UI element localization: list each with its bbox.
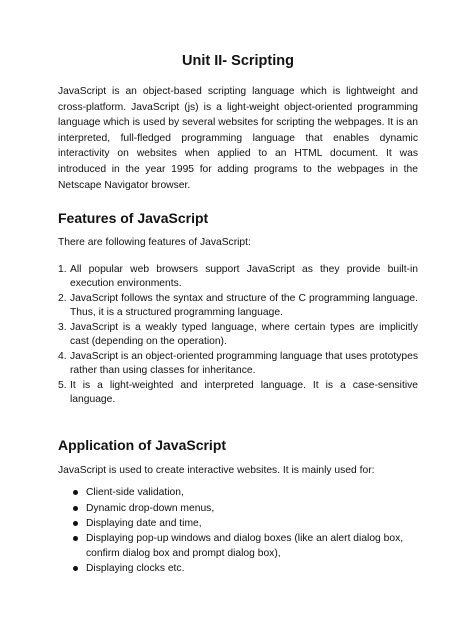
- list-text: JavaScript is a weakly typed language, where certain types are implicitly cast (depending on the operation).: [70, 321, 418, 348]
- list-text: Dynamic drop-down menus,: [86, 502, 215, 514]
- list-text: Displaying date and time,: [86, 517, 202, 529]
- application-lead: JavaScript is used to create interactive websites. It is mainly used for:: [58, 464, 375, 476]
- document-page: [58, 52, 418, 577]
- list-text: JavaScript follows the syntax and structure of the C programming language. Thus, it is a structured programming language.: [70, 292, 418, 319]
- list-item: [58, 263, 418, 292]
- features-lead: There are following features of JavaScript:: [58, 237, 251, 249]
- application-list: [58, 485, 418, 576]
- features-heading: Features of JavaScript: [58, 210, 209, 227]
- list-item: [58, 350, 418, 379]
- list-number: 4.: [58, 350, 67, 362]
- list-item: [58, 516, 418, 531]
- features-list: [58, 263, 418, 408]
- application-heading: Application of JavaScript: [58, 436, 227, 453]
- bullet-icon: [73, 536, 78, 541]
- list-number: 2.: [58, 292, 67, 304]
- list-item: [58, 321, 418, 350]
- bullet-icon: [73, 506, 78, 511]
- list-text: Displaying pop-up windows and dialog boxes (like an alert dialog box, confirm dialog box and prompt dialog box),: [86, 532, 404, 560]
- list-text: It is a light-weighted and interpreted language. It is a case-sensitive language.: [70, 379, 418, 406]
- page-title: Unit II- Scripting: [182, 53, 294, 69]
- list-number: 1.: [58, 263, 67, 275]
- list-item: [58, 501, 418, 516]
- list-text: Client-side validation,: [86, 487, 184, 499]
- list-item: [58, 379, 418, 408]
- list-number: 5.: [58, 379, 67, 391]
- list-item: [58, 561, 418, 576]
- bullet-icon: [73, 521, 78, 526]
- list-item: [58, 485, 418, 500]
- intro-paragraph: JavaScript is an object-based scripting language which is lightweight and cross-platform. JavaScript (js) is a light-weight object-oriented programming language which is used by several websites for scripting the webpages. It is an interpreted, full-fledged programming language that enables dynamic interactivity on websites when applied to an HTML document. It was introduced in the year 1995 for adding programs to the webpages in the Netscape Navigator browser.: [58, 86, 418, 191]
- list-number: 3.: [58, 321, 67, 333]
- bullet-icon: [73, 490, 78, 495]
- list-text: JavaScript is an object-oriented programming language that uses prototypes rather than using classes for inheritance.: [70, 350, 419, 377]
- list-item: [58, 531, 418, 561]
- bullet-icon: [73, 566, 78, 571]
- list-text: Displaying clocks etc.: [86, 563, 185, 575]
- list-text: All popular web browsers support JavaScript as they provide built-in execution environments.: [70, 263, 418, 290]
- list-item: [58, 292, 418, 321]
